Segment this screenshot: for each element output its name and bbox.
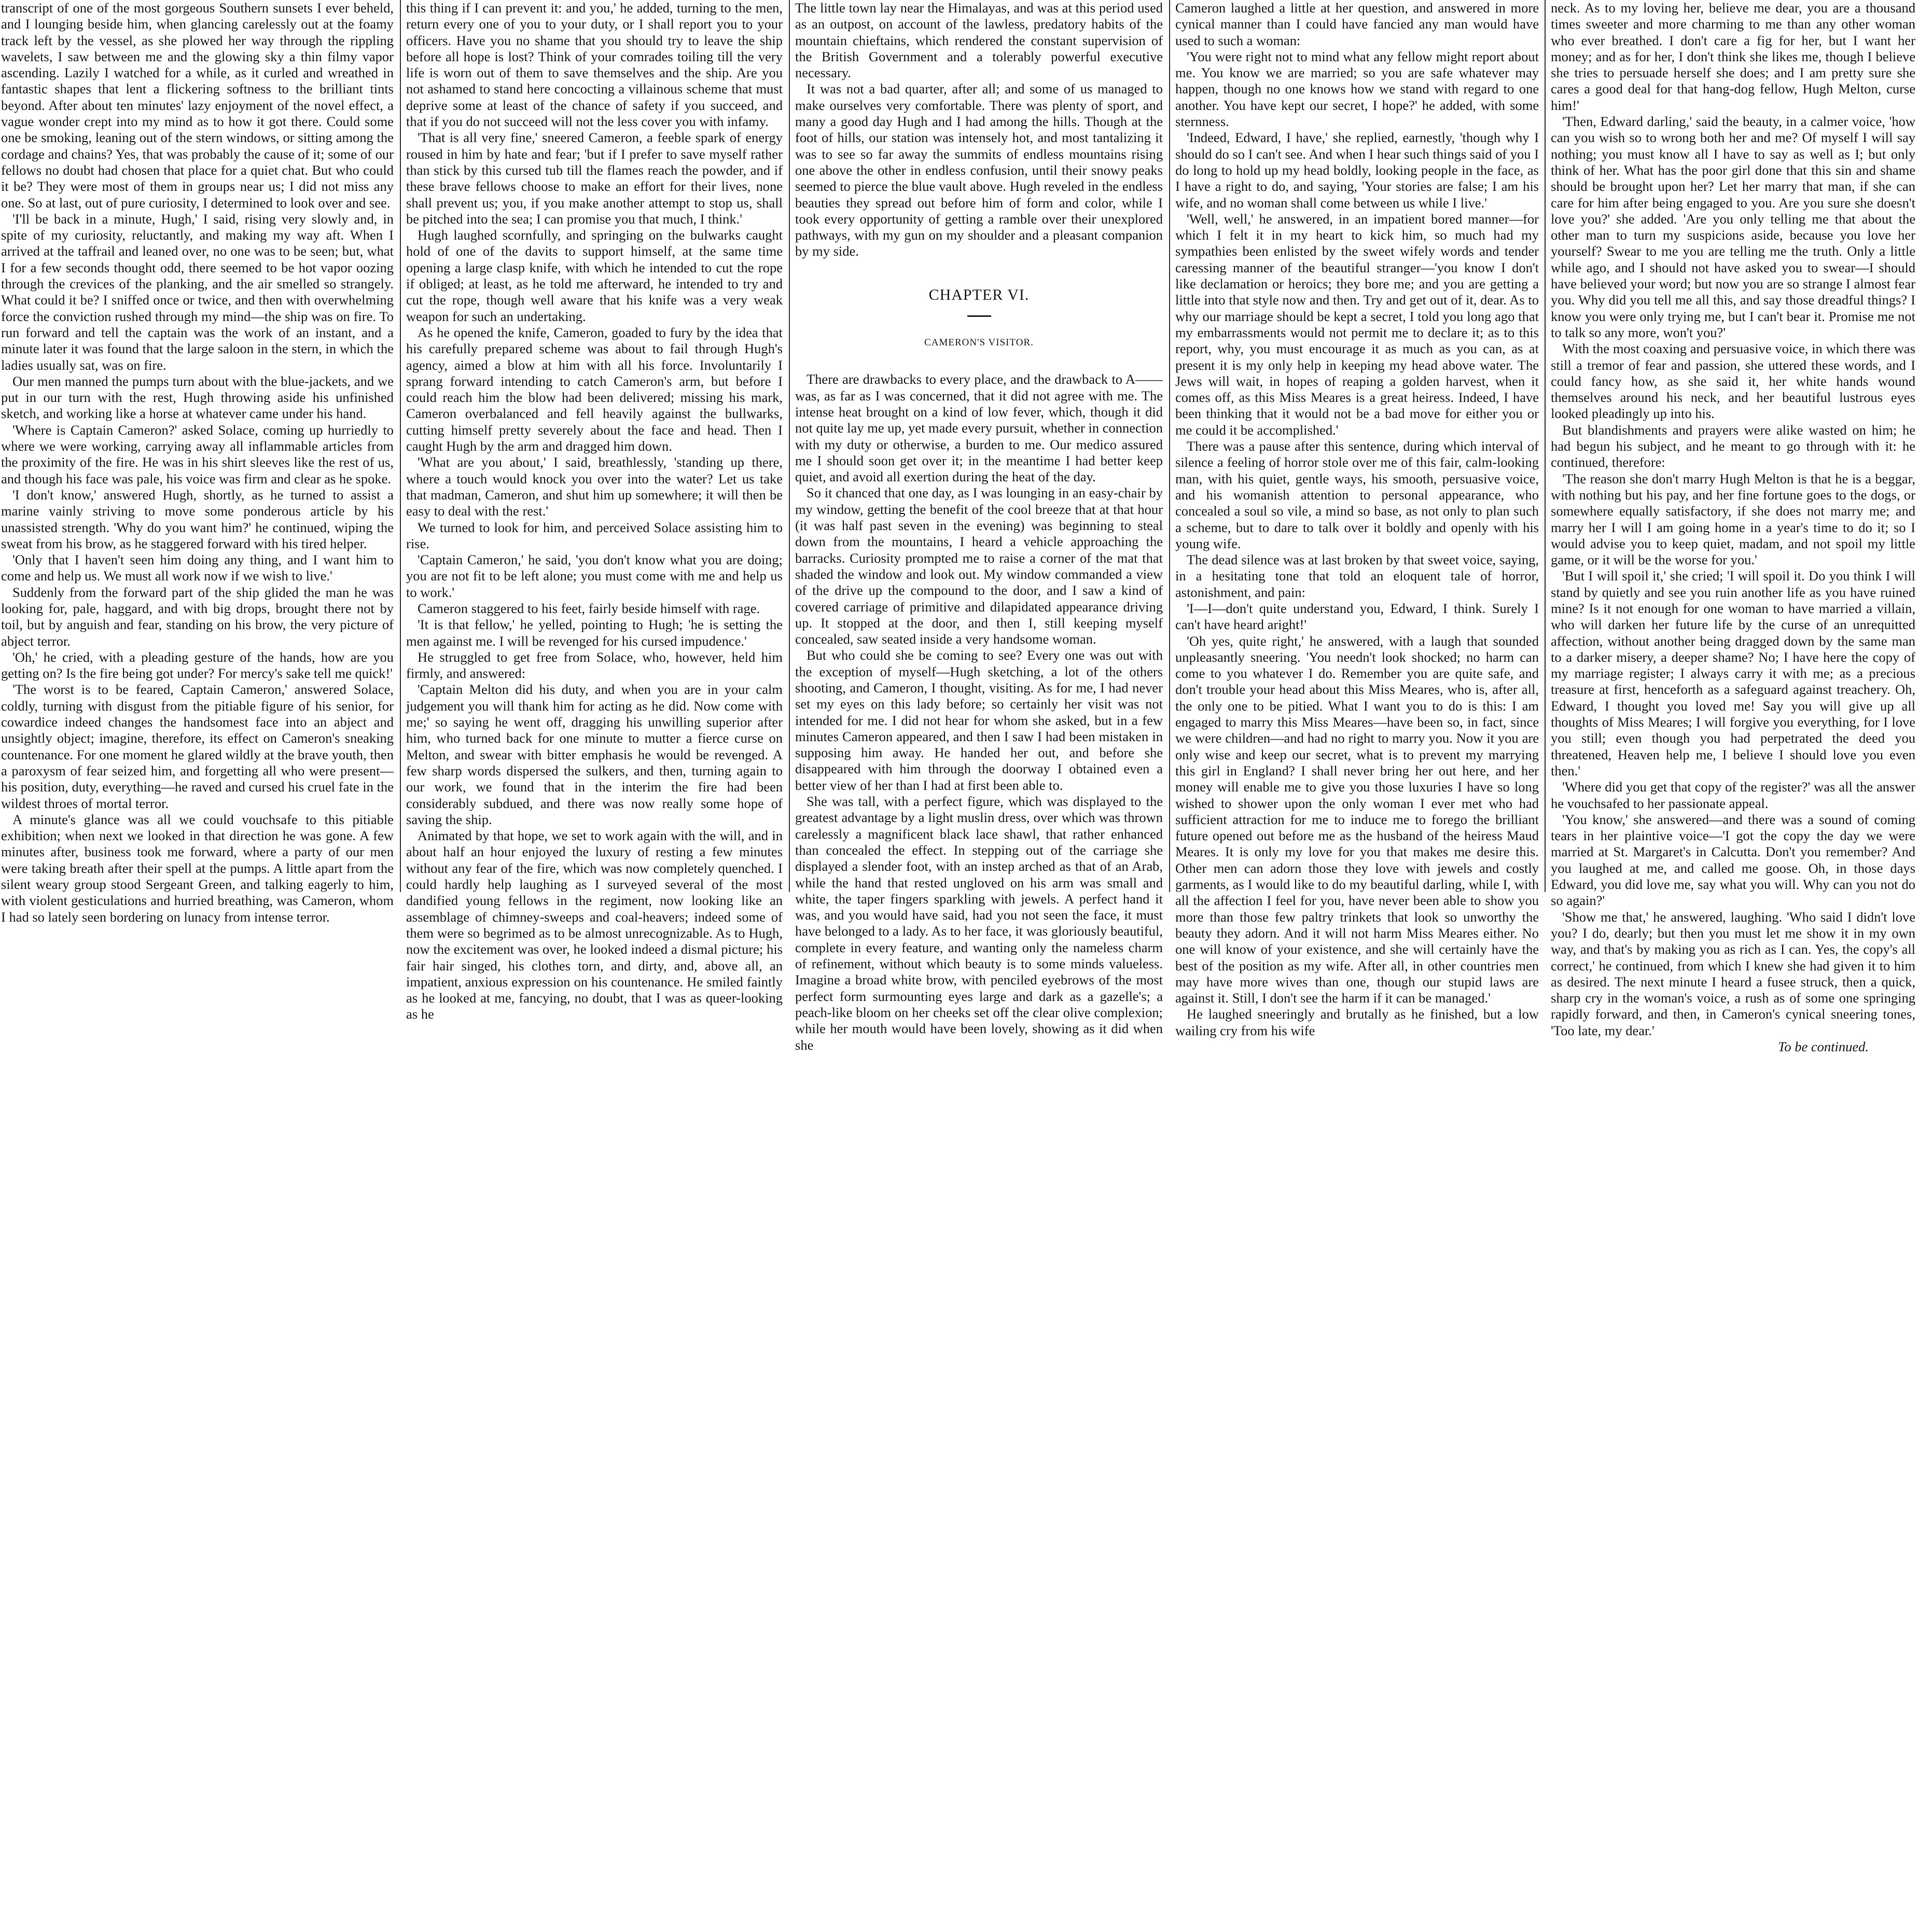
paragraph: 'Well, well,' he answered, in an impatient bored manner—for which I felt it in my heart to kick him, so much had my sympathies been enlisted by the sweet wifely words and tender caressing manner of the beautiful stranger—'you know I don't like declamation or heroics; they bore me; and you are getting a little into that style now and then. Try and get out of it, dear. As to why our marriage should be kept a secret, I told you long ago that my embarrassments would not permit me to declare it; as to this report, why, you must encourage it as much as you can, as at present it is my only help in keeping my head above water. The Jews will wait, in hopes of reaping a golden harvest, when it comes off, as this Miss Meares is a great heiress. Indeed, I have been thinking that it would not be a bad move for either you or me could it be accomplished.' xyxy=(1175,211,1539,438)
chapter-heading: CHAPTER VI. xyxy=(928,286,1030,303)
paragraph: 'Oh yes, quite right,' he answered, with a laugh that sounded unpleasantly sneering. 'You needn't look shocked; no harm can come to you whatever I do. Remember you are quite safe, and don't trouble your head about this Miss Meares, who is, after all, the only one to be pitied. What I want you to do is this: I am engaged to marry this Miss Meares—have been so, in fact, since we were children—and had no right to marry you. Now it you are only wise and keep our secret, what is to prevent my marrying this girl in England? I shall never bring her out here, and her money will enable me to give you those luxuries I have so long wished to shower upon the only woman I ever met who had sufficient attraction for me to induce me to forego the brilliant future opened out before me as the husband of the heiress Maud Meares. It is only my love for you that makes me desire this. Other men can adorn those they love with jewels and costly garments, as I would like to do my beautiful darling, while I, with all the affection I feel for you, have never been able to show you more than those few paltry trinkets that look so unworthy the beauty they adorn. And it will not harm Miss Meares either. No one will know of your existence, and she will certainly have the best of the position as my wife. After all, in other countries men may have more wives than one, though our stupid laws are against it. Still, I don't see the harm if it can be managed.' xyxy=(1175,633,1539,1006)
paragraph: Cameron laughed a little at her question, and answered in more cynical manner than I could have fancied any man would have used to such a woman: xyxy=(1175,0,1539,48)
paragraph: She was tall, with a perfect figure, which was displayed to the greatest advantage by a light muslin dress, over which was thrown carelessly a magnificent black lace shawl, that rather enhanced than concealed the effect. In stepping out of the carriage she displayed a slender foot, with an instep arched as that of an Arab, while the hand that rested ungloved on his arm was small and white, the taper fingers sparkling with jewels. A perfect hand it was, and you would have said, had you not seen the face, it must have belonged to a lady. As to her face, it was gloriously beautiful, complete in every feature, and wanting only the nameless charm of refinement, without which beauty is to some minds valueless. Imagine a broad white brow, with penciled eyebrows of the most perfect form surmounting eyes large and dark as a gazelle's; a peach-like bloom on her cheeks set off the clear olive complexion; while her mouth would have been lovely, showing as it did when she xyxy=(795,794,1163,1053)
paragraph: A minute's glance was all we could vouchsafe to this pitiable exhibition; when next we looked in that direction he was gone. A few minutes after, business took me forward, where a party of our men were taking breath after their spell at the pumps. A little apart from the silent weary group stood Sergeant Green, and talking eagerly to him, with violent gesticulations and hurried breathing, was Cameron, whom I had so lately seen bordering on lunacy from intense terror. xyxy=(1,811,394,925)
paragraph: 'What are you about,' I said, breathlessly, 'standing up there, where a touch would knock you over into the water? Let us take that madman, Cameron, and shut him up somewhere; it will then be easy to deal with the rest.' xyxy=(406,454,783,519)
column-1 xyxy=(1,0,394,925)
paragraph: 'The worst is to be feared, Captain Cameron,' answered Solace, coldly, turning with disgust from the pitiable figure of his senior, for cowardice indeed changes the handsomest face into an abject and unsightly object; imagine, therefore, its effect on Cameron's sneaking countenance. For one moment he glared wildly at the brave youth, then a paroxysm of fear seized him, and forgetting all who were present—his position, duty, everything—he raved and cursed his cruel fate in the wildest throes of mortal terror. xyxy=(1,681,394,811)
paragraph: 'Then, Edward darling,' said the beauty, in a calmer voice, 'how can you wish so to wrong both her and me? Of myself I will say nothing; you must know all I have to say as well as I; but only think of her. What has the poor girl done that this sin and shame should be brought upon her? Let her marry that man, if she can care for him after being engaged to you. Are you sure she doesn't love you?' she added. 'Are you only telling me that about the other man to turn my suspicions aside, because you love her yourself? Swear to me you are telling me the truth. Only a little while ago, and I should not have asked you to swear—I should have believed your word; but now you are so strange I almost fear you. Why did you tell me all this, and say those dreadful things? I know you were only trying me, but I can't bear it. Promise me not to talk so any more, won't you?' xyxy=(1551,114,1915,340)
paragraph: The dead silence was at last broken by that sweet voice, saying, in a hesitating tone that told an eloquent tale of horror, astonishment, and pain: xyxy=(1175,552,1539,600)
paragraph: 'Indeed, Edward, I have,' she replied, earnestly, 'though why I should do so I can't see. And when I hear such things said of you I do long to hold up my head boldly, looking people in the face, as I have a right to do, and saying, 'Your stories are false; I am his wife, and no woman shall come between us while I live.' xyxy=(1175,130,1539,211)
paragraph: transcript of one of the most gorgeous Southern sunsets I ever beheld, and I lounging beside him, when glancing carelessly out at the foamy track left by the vessel, as she plowed her way through the rippling wavelets, I saw between me and the glowing sky a thin filmy vapor ascending. Lazily I watched for a while, as it curled and wreathed in fantastic shapes that lent a flickering softness to the brilliant tints beyond. After about ten minutes' lazy enjoyment of the novel effect, a vague wonder crept into my mind as to how it got there. Could some one be smoking, leaning out of the stern windows, or sitting among the cordage and chains? Yes, that was probably the cause of it; some of our fellows no doubt had chosen that place for a quiet chat. But who could it be? They were most of them in groups near us; I did not miss any one. So at last, out of pure curiosity, I determined to look over and see. xyxy=(1,0,394,211)
paragraph: Suddenly from the forward part of the ship glided the man he was looking for, pale, haggard, and with big drops, brought there not by toil, but by anguish and fear, standing on his brow, the very picture of abject terror. xyxy=(1,584,394,649)
paragraph: He laughed sneeringly and brutally as he finished, but a low wailing cry from his wife xyxy=(1175,1006,1539,1038)
paragraph: Hugh laughed scornfully, and springing on the bulwarks caught hold of one of the davits to support himself, at the same time opening a large clasp knife, with which he intended to cut the rope if obliged; at least, as he told me afterward, he intended to try and cut the rope, though well aware that his knife was a very weak weapon for such an undertaking. xyxy=(406,227,783,324)
column-divider xyxy=(400,0,401,892)
paragraph: So it chanced that one day, as I was lounging in an easy-chair by my window, getting the benefit of the cool breeze that at that hour (it was half past seven in the evening) was beginning to steal down from the mountains, I heard a vehicle approaching the barracks. Curiosity prompted me to raise a corner of the mat that shaded the window and look out. My window commanded a view of the drive up the compound to the door, and I saw a kind of covered carriage of primitive and dilapidated appearance driving up. It stopped at the door, and then I, still keeping myself concealed, saw seated inside a very handsome woman. xyxy=(795,485,1163,647)
paragraph: 'Oh,' he cried, with a pleading gesture of the hands, how are you getting on? Is the fire being got under? For mercy's sake tell me quick!' xyxy=(1,649,394,681)
column-3 xyxy=(795,0,1163,1053)
continued-notice: To be continued. xyxy=(1778,1039,1869,1054)
paragraph: As he opened the knife, Cameron, goaded to fury by the idea that his carefully prepared scheme was about to fail through Hugh's agency, aimed a blow at him with all his force. Involuntarily I sprang forward intending to catch Cameron's arm, but before I could reach him the blow had been delivered; missing his mark, Cameron overbalanced and fell heavily against the bullwarks, cutting himself pretty severely about the face and head. Then I caught Hugh by the arm and dragged him down. xyxy=(406,324,783,454)
chapter-subtitle: CAMERON'S VISITOR. xyxy=(924,337,1034,349)
paragraph: Our men manned the pumps turn about with the blue-jackets, and we put in our turn with the rest, Hugh throwing aside his unfinished sketch, and working like a horse at whatever came under his hand. xyxy=(1,373,394,422)
paragraph: 'The reason she don't marry Hugh Melton is that he is a beggar, with nothing but his pay, and her fine fortune goes to the dogs, or somewhere equally satisfactory, if she does not marry me; and marry her I will I am going home in a year's time to do it; so I would advise you to keep quiet, madam, and not spoil my little game, or it will be the worse for you.' xyxy=(1551,470,1915,568)
paragraph: 'Where is Captain Cameron?' asked Solace, coming up hurriedly to where we were working, carrying away all inflammable articles from the proximity of the fire. He was in his shirt sleeves like the rest of us, and though his face was pale, his voice was firm and clear as he spoke. xyxy=(1,422,394,486)
paragraph: 'It is that fellow,' he yelled, pointing to Hugh; 'he is setting the men against me. I will be revenged for his cursed impudence.' xyxy=(406,617,783,649)
paragraph: It was not a bad quarter, after all; and some of us managed to make ourselves very comfortable. There was plenty of sport, and many a good day Hugh and I had among the hills. Though at the foot of hills, our station was intensely hot, and most tantalizing it was to see so far away the summits of endless mountains rising one above the other in endless confusion, until their snowy peaks seemed to pierce the blue vault above. Hugh reveled in the endless beauties they spread out before him of form and color, while I took every opportunity of getting a ramble over their unexplored pathways, with my gun on my shoulder and a pleasant companion by my side. xyxy=(795,81,1163,259)
paragraph: 'I'll be back in a minute, Hugh,' I said, rising very slowly and, in spite of my curiosity, reluctantly, and making my way aft. When I arrived at the taffrail and leaned over, no one was to be seen; but, what I for a few seconds thought odd, there seemed to be hot vapor oozing through the crevices of the planking, and the air smelled so strangely. What could it be? I sniffed once or twice, and then with overwhelming force the conviction rushed through my mind—the ship was on fire. To run forward and tell the captain was the work of an instant, and a minute later it was found that the large saloon in the stern, in which the ladies usually sat, was on fire. xyxy=(1,211,394,373)
paragraph: 'Captain Cameron,' he said, 'you don't know what you are doing; you are not fit to be left alone; you must come with me and help us to work.' xyxy=(406,552,783,600)
chapter-divider xyxy=(967,315,991,317)
paragraph: 'Captain Melton did his duty, and when you are in your calm judgement you will thank him for acting as he did. Now come with me;' so saying he went off, dragging his unwilling superior after him, who turned back for one minute to mutter a fierce curse on Melton, and swear with bitter emphasis he would be revenged. A few sharp words dispersed the sulkers, and then, turning again to our work, we found that in the interim the fire had been considerably subdued, and there was now really some hope of saving the ship. xyxy=(406,681,783,827)
paragraph: With the most coaxing and persuasive voice, in which there was still a tremor of fear and passion, she uttered these words, and I could fancy how, as she said it, her white hands wound themselves around his neck, and her beautiful lustrous eyes looked pleadingly up into his. xyxy=(1551,341,1915,422)
paragraph: Animated by that hope, we set to work again with the will, and in about half an hour enjoyed the luxury of resting a few minutes without any fear of the fire, which was now completely quenched. I could hardly help laughing as I surveyed several of the most dandified young fellows in the regiment, now looking like an assemblage of chimney-sweeps and coal-heavers; indeed some of them were so begrimed as to be almost unrecognizable. As to Hugh, now the excitement was over, he looked indeed a dismal picture; his fair hair singed, his clothes torn, and dirty, and, above all, an impatient, anxious expression on his countenance. He smiled faintly as he looked at me, fancying, no doubt, that I was as queer-looking as he xyxy=(406,828,783,1022)
paragraph: 'You were right not to mind what any fellow might report about me. You know we are married; so you are safe whatever may happen, though no one knows how we stand with regard to one another. You have kept our secret, I hope?' he added, with some sternness. xyxy=(1175,48,1539,130)
paragraph: 'That is all very fine,' sneered Cameron, a feeble spark of energy roused in him by hate and fear; 'but if I prefer to save myself rather than stick by this cursed tub till the flames reach the powder, and if these brave fellows choose to make an effort for their lives, none shall prevent us; you, if you make another attempt to stop us, shall be pitched into the sea; I can promise you that much, I think.' xyxy=(406,130,783,227)
column-divider xyxy=(789,0,790,892)
paragraph: 'But I will spoil it,' she cried; 'I will spoil it. Do you think I will stand by quietly and see you ruin another life as you have ruined mine? Is it not enough for one woman to have married a villain, who will darken her future life by the curse of an unrequitted affection, without another being dragged down by the same man to a darker misery, a deeper shame? No; I have here the copy of my marriage register; I always carry it with me; as a precious treasure at first, henceforth as a safeguard against treachery. Oh, Edward, I thought you loved me! Say you will give up all thoughts of Miss Meares; I will forgive you everything, for I love you still; even though you had perpetrated the deed you threatened, Heaven help me, I believe I should love you even then.' xyxy=(1551,568,1915,778)
paragraph: this thing if I can prevent it: and you,' he added, turning to the men, return every one of you to your duty, or I shall report you to your officers. Have you no shame that you should try to leave the ship before all hope is lost? Think of your comrades toiling till the very life is worn out of them to save themselves and the ship. Are you not ashamed to stand here concocting a villainous scheme that must deprive some at least of the chance of safety if you succeed, and that if you do not succeed will not the less cover you with infamy. xyxy=(406,0,783,130)
paragraph: He struggled to get free from Solace, who, however, held him firmly, and answered: xyxy=(406,649,783,681)
column-divider xyxy=(1169,0,1170,892)
paragraph: We turned to look for him, and perceived Solace assisting him to rise. xyxy=(406,519,783,551)
paragraph: 'I don't know,' answered Hugh, shortly, as he turned to assist a marine vainly striving to move some ponderous article by his unassisted strength. 'Why do you want him?' he continued, wiping the sweat from his brow, as he staggered forward with his tired helper. xyxy=(1,486,394,551)
column-5 xyxy=(1551,0,1915,1054)
column-4 xyxy=(1175,0,1539,1038)
paragraph: There was a pause after this sentence, during which interval of silence a feeling of horror stole over me of this fair, calm-looking man, with his quiet, gentle ways, his smooth, persuasive voice, and his womanish attention to personal appearance, who concealed a soul so vile, a mind so base, as not only to plan such a scheme, but to dare to talk over it boldly and openly with his young wife. xyxy=(1175,438,1539,551)
paragraph: 'Where did you get that copy of the register?' was all the answer he vouchsafed to her passionate appeal. xyxy=(1551,779,1915,811)
paragraph: 'I—I—don't quite understand you, Edward, I think. Surely I can't have heard aright!' xyxy=(1175,600,1539,633)
paragraph: 'Only that I haven't seen him doing any thing, and I want him to come and help us. We must all work now if we wish to live.' xyxy=(1,552,394,584)
paragraph: But who could she be coming to see? Every one was out with the exception of myself—Hugh sketching, a lot of the others shooting, and Cameron, I thought, visiting. As for me, I had never set my eyes on this lady before; so certainly her visit was not intended for me. I did not hear for whom she asked, but in a few minutes Cameron appeared, and then I saw I had been mistaken in supposing him away. He handed her out, and before she disappeared with him through the doorway I obtained even a better view of her than I had at first been able to. xyxy=(795,647,1163,793)
paragraph: The little town lay near the Himalayas, and was at this period used as an outpost, on account of the lawless, predatory habits of the mountain chieftains, which rendered the constant supervision of the British Government and a tolerably powerful executive necessary. xyxy=(795,0,1163,81)
column-2 xyxy=(406,0,783,1022)
paragraph: 'You know,' she answered—and there was a sound of coming tears in her plaintive voice—'I got the copy the day we were married at St. Margaret's in Calcutta. Don't you remember? And you laughed at me, and called me goose. Oh, in those days Edward, you did love me, say what you will. Why can you not do so again?' xyxy=(1551,811,1915,909)
paragraph: There are drawbacks to every place, and the drawback to A—— was, as far as I was concerned, that it did not agree with me. The intense heat brought on a kind of low fever, which, though it did not quite lay me up, yet made every pursuit, whether in connection with my duty or otherwise, a burden to me. Our medico assured me I should soon get over it; in the meantime I had better keep quiet, and avoid all exertion during the heat of the day. xyxy=(795,371,1163,485)
column-divider xyxy=(1545,0,1546,892)
paragraph: 'Show me that,' he answered, laughing. 'Who said I didn't love you? I do, dearly; but then you must let me show it in my own way, and that's by making you as rich as I can. Yes, the copy's all correct,' he continued, from which I knew she had given it to him as desired. The next minute I heard a fusee struck, then a quick, sharp cry in the woman's voice, a rush as of some one springing rapidly forward, and then, in Cameron's cynical sneering tones, 'Too late, my dear.' xyxy=(1551,909,1915,1038)
paragraph: But blandishments and prayers were alike wasted on him; he had begun his subject, and he meant to go through with it: he continued, therefore: xyxy=(1551,422,1915,470)
paragraph: neck. As to my loving her, believe me dear, you are a thousand times sweeter and more charming to me than any other woman who ever breathed. I don't care a fig for her, but I want her money; and as for her, I don't think she likes me, though I believe she tries to persuade herself she does; and I am pretty sure she cares a good deal for that hang-dog fellow, Hugh Melton, curse him!' xyxy=(1551,0,1915,113)
paragraph: Cameron staggered to his feet, fairly beside himself with rage. xyxy=(418,600,760,616)
